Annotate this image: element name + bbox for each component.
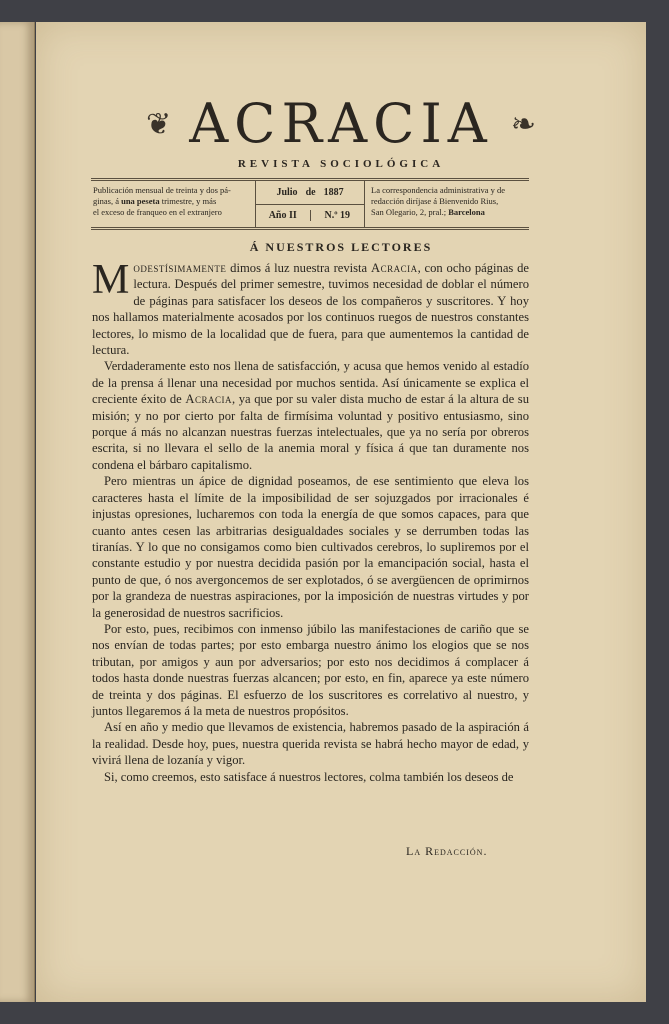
publication-info-bar	[91, 178, 529, 230]
issue-volume: Año II	[268, 210, 297, 222]
issue-year: 1887	[323, 186, 344, 198]
subscription-line-1: Publicación mensual de treinta y dos pá-	[93, 185, 231, 195]
paragraph-2	[92, 358, 529, 473]
magazine-name-inline: Acracia	[185, 392, 232, 407]
correspondence-line-3	[371, 207, 527, 218]
paragraph-2-text: , ya que por su valer dista mucho de estar á la altura de su misión; y no por cierto por falta de firmísima voluntad y positivo entusiasmo, sino porque á más no alcanzan nuestras fuerzas intelectuales, que ya no sería por obreros escrita, si no llevara el sello de la anemia moral y física á que tan duramente nos condena el bárbaro capitalismo.	[92, 392, 530, 472]
paragraph-6: Si, como creemos, esto satisface á nuestros lectores, colma también los deseos de	[104, 769, 514, 784]
paragraph-1-opening: odestísimamente	[133, 261, 227, 275]
article-signature: La Redacción.	[406, 844, 488, 858]
issue-number-row	[256, 205, 364, 228]
subscription-info	[91, 181, 255, 227]
correspondence-line-2: redacción diríjase á Bienvenido Rius,	[371, 196, 499, 206]
paragraph-5: Así en año y medio que llevamos de existencia, habremos pasado de la aspiración á la realidad. Desde hoy, pues, nuestra querida revista se habrá hecho mayor de edad, y vivirá llena de lozanía y vigor.	[92, 720, 529, 768]
subscription-price: una peseta	[121, 196, 160, 206]
magazine-title: ACRACIA	[189, 92, 493, 155]
article-body	[92, 257, 530, 785]
previous-page-edge	[0, 22, 35, 1002]
paragraph-1	[92, 257, 530, 358]
paragraph-4: Por esto, pues, recibimos con inmenso júbilo las manifestaciones de cariño que se nos envían de todas partes; por esto embarga nuestro ánimo los elogios que se nos tributan, por amigos y aun por adversarios; por esto nos decidimos á complacer á todos hasta donde nuestras fuerzas alcancen; por esto, en fin, aparece ya este número de treinta y dos páginas. El esfuerzo de los suscritores es correlativo al nuestro, y juntos llegaremos á la meta de nuestros propósitos.	[92, 621, 529, 718]
magazine-name-inline: Acracia	[370, 261, 418, 275]
subscription-line-3: el exceso de franqueo en el extranjero	[93, 207, 222, 217]
subscription-text: trimestre, y más	[159, 196, 217, 206]
magazine-subtitle: REVISTA SOCIOLÓGICA	[237, 158, 445, 170]
masthead	[36, 94, 646, 170]
correspondence-line-1: La correspondencia administrativa y de	[371, 185, 506, 195]
correspondence-city: Barcelona	[448, 207, 485, 217]
ornament-left-icon: ❦	[146, 107, 172, 141]
issue-info	[255, 181, 365, 227]
magazine-page	[36, 22, 646, 1002]
issue-date-de: de	[305, 186, 316, 198]
issue-date	[256, 181, 364, 205]
subscription-text: ginas, á	[93, 196, 122, 206]
paragraph-2-text: Verdaderamente esto nos llena de satisfacción, y acusa que hemos venido al estadío de la prensa á llenar una necesidad por muchos sentida. Así únicamente se explica el creciente éxito de	[92, 359, 529, 407]
paragraph-1-text: dimos á luz nuestra revista	[226, 261, 371, 275]
issue-month: Julio	[276, 186, 298, 198]
issue-number: N.º 19	[310, 210, 365, 221]
correspondence-info	[365, 181, 529, 227]
title-row	[36, 94, 646, 154]
paragraph-3: Pero mientras un ápice de dignidad poseamos, de ese sentimiento que eleva los caracteres hasta el límite de la imposibilidad de ser sojuzgados por irracionales é injustas opresiones, lucharemos con toda la energía de que somos capaces, para que cuanto antes cesen las arbitrarias desigualdades sociales y se derrumben todas las tiranías. Y lo que no consigamos como bien cultivados cerebros, lo supliremos por el constante estudio y por nuestra decidida pasión por la emancipación social, hasta el punto de que, ó nos avergoncemos de ser explotados, ó se avergüencen de oprimirnos por la grandeza de nuestras aspiraciones, por la imposición de nuestras virtudes y por la generosidad de nuestros sacrificios.	[92, 474, 529, 620]
ornament-right-icon: ❧	[510, 107, 536, 141]
article-heading: Á NUESTROS LECTORES	[249, 240, 433, 254]
paragraph-1-text: , con ocho páginas de lectura. Después del primer semestre, tuvimos necesidad de doblar el número de páginas para satisfacer los deseos de los compañeros y suscritores. Y hoy nos hallamos materialmente acosados por los continuos ruegos de nuestros constantes lectores, lo mismo de la localidad que de fuera, para que aumentemos la cantidad de lectura.	[92, 261, 530, 358]
drop-cap: M	[92, 257, 130, 303]
correspondence-address: San Olegario, 2, pral.;	[371, 207, 449, 217]
subscription-line-2	[93, 196, 251, 207]
